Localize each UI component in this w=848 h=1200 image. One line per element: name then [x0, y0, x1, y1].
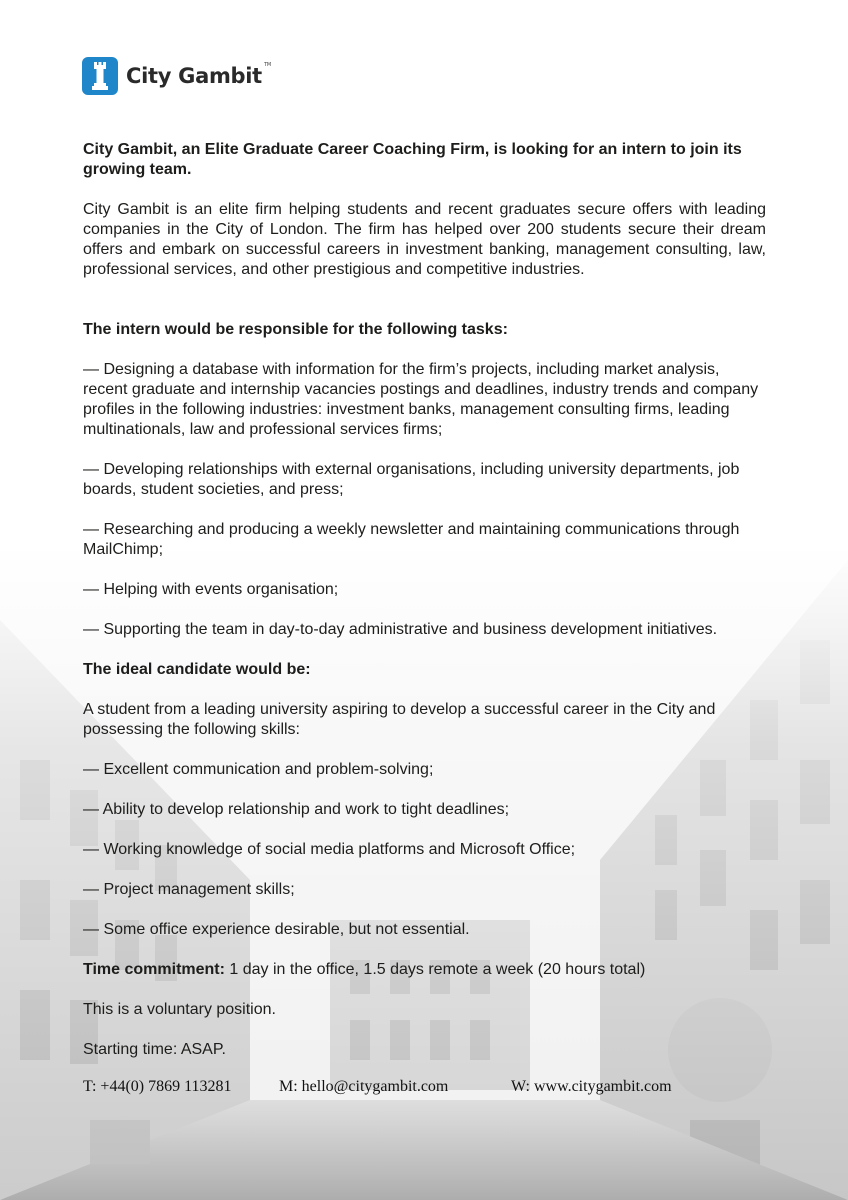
brand-name: City Gambit [126, 64, 262, 88]
list-item: — Some office experience desirable, but not essential. [83, 921, 470, 938]
intro-paragraph: City Gambit is an elite firm helping students and recent graduates secure offers with leading companies in the City of London. The firm has helped over 200 students secure their dream offers and embark on successful careers in investment banking, management consulting, law, professional services, and other prestigious and competitive industries. [83, 201, 766, 278]
list-item: — Excellent communication and problem-solving; [83, 761, 434, 778]
brand-trademark: TM [264, 62, 271, 68]
list-item: — Supporting the team in day-to-day administrative and business development initiatives. [83, 621, 718, 638]
time-commitment-value: 1 day in the office, 1.5 days remote a week (20 hours total) [224, 961, 646, 978]
voluntary-note: This is a voluntary position. [83, 1001, 276, 1018]
list-item: — Working knowledge of social media platforms and Microsoft Office; [83, 841, 576, 858]
footer-website[interactable]: W: www.citygambit.com [511, 1078, 672, 1095]
list-item: — Designing a database with information for the firm’s projects, including market analysis, recent graduate and internship vacancies postings and deadlines, industry trends and company profiles in the following industries: investment banks, management consulting firms, leading multinationals, law and professional services firms; [83, 361, 759, 438]
list-item: — Researching and producing a weekly newsletter and maintaining communications through MailChimp; [83, 521, 740, 558]
candidate-title: The ideal candidate would be: [83, 661, 311, 678]
brand-logo [82, 56, 271, 96]
list-item: — Ability to develop relationship and work to tight deadlines; [83, 801, 510, 818]
starting-time: Starting time: ASAP. [83, 1041, 226, 1058]
document-body [83, 140, 766, 1060]
chess-piece-icon [82, 57, 118, 95]
list-item: — Project management skills; [83, 881, 295, 898]
list-item: — Developing relationships with external organisations, including university departments, job boards, student societies, and press; [83, 461, 740, 498]
candidate-intro: A student from a leading university aspiring to develop a successful career in the City and possessing the following skills: [83, 701, 716, 738]
footer-email[interactable]: M: hello@citygambit.com [279, 1078, 449, 1095]
footer-phone: T: +44(0) 7869 113281 [83, 1078, 232, 1095]
time-commitment [83, 960, 766, 980]
time-commitment-label: Time commitment: [83, 961, 225, 978]
headline: City Gambit, an Elite Graduate Career Coaching Firm, is looking for an intern to join its growing team. [83, 141, 742, 178]
list-item: — Helping with events organisation; [83, 581, 339, 598]
tasks-title: The intern would be responsible for the following tasks: [83, 321, 508, 338]
